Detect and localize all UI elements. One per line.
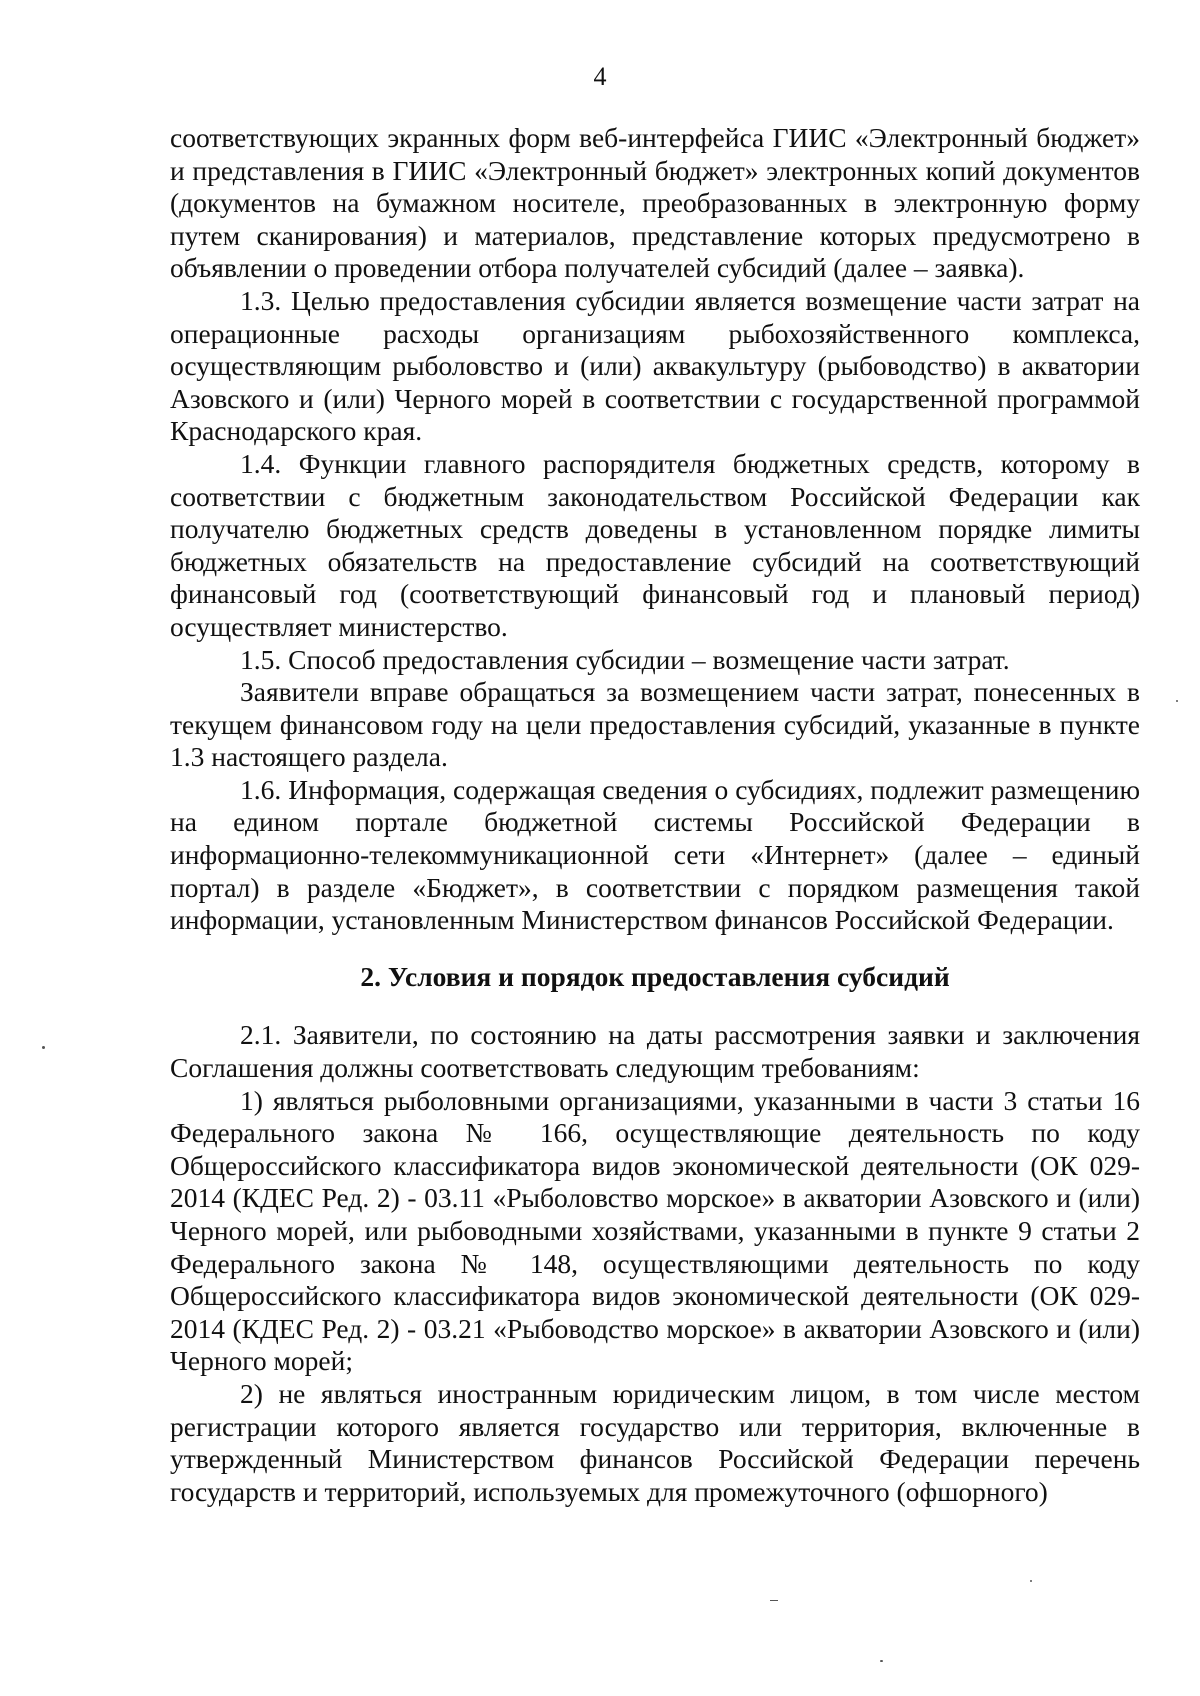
scan-speck [880, 1660, 883, 1662]
paragraph-1-6: 1.6. Информация, содержащая сведения о субсидиях, подлежит размещению на едином портале бюджетной системы Российской Федерации в информационно-телекоммуникационной сети «Интернет» (далее – единый портал) в разделе «Бюджет», в соответствии с порядком размещения такой информации, установленным Министерством финансов Российской Федерации. [170, 773, 1140, 936]
paragraph-1-3: 1.3. Целью предоставления субсидии является возмещение части затрат на операционные расходы организациям рыбохозяйственного комплекса, осуществляющим рыболовство и (или) аквакультуру (рыбоводство) в акватории Азовского и (или) Черного морей в соответствии с государственной программой Краснодарского края. [170, 284, 1140, 447]
document-body [170, 122, 1140, 1508]
scan-speck [1030, 1580, 1032, 1582]
paragraph-1-5-applicants: Заявители вправе обращаться за возмещением части затрат, понесенных в текущем финансовом году на цели предоставления субсидий, указанные в пункте 1.3 настоящего раздела. [170, 676, 1140, 773]
requirement-item-2: 2) не являться иностранным юридическим лицом, в том числе местом регистрации которого является государство или территория, включенные в утвержденный Министерством финансов Российской Федерации перечень государств и территорий, используемых для промежуточного (офшорного) [170, 1377, 1140, 1507]
paragraph-1-5: 1.5. Способ предоставления субсидии – возмещение части затрат. [240, 643, 1010, 675]
scan-speck [42, 1046, 45, 1049]
scan-speck [770, 1600, 778, 1601]
section-2-heading: 2. Условия и порядок предоставления субсидий [360, 960, 950, 992]
scan-speck [1176, 700, 1178, 702]
paragraph-1-4: 1.4. Функции главного распорядителя бюджетных средств, которому в соответствии с бюджетным законодательством Российской Федерации как получателю бюджетных средств доведены в установленном порядке лимиты бюджетных обязательств на предоставление субсидий на соответствующий финансовый год (соответствующий финансовый год и плановый период) осуществляет министерство. [170, 447, 1140, 642]
page-number: 4 [593, 62, 607, 91]
paragraph-2-1: 2.1. Заявители, по состоянию на даты рассмотрения заявки и заключения Соглашения должны соответствовать следующим требованиям: [170, 1019, 1140, 1084]
requirement-item-1: 1) являться рыболовными организациями, указанными в части 3 статьи 16 Федерального закона № 166, осуществляющие деятельность по коду Общероссийского классификатора видов экономической деятельности (ОК 029-2014 (КДЕС Ред. 2) - 03.11 «Рыболовство морское» в акватории Азовского и (или) Черного морей, или рыбоводными хозяйствами, указанными в пункте 9 статьи 2 Федерального закона № 148, осуществляющими деятельность по коду Общероссийского классификатора видов экономической деятельности (ОК 029-2014 (КДЕС Ред. 2) - 03.21 «Рыбоводство морское» в акватории Азовского и (или) Черного морей; [170, 1084, 1140, 1377]
paragraph-continuation: соответствующих экранных форм веб-интерфейса ГИИС «Электронный бюджет» и представления в ГИИС «Электронный бюджет» электронных копий документов (документов на бумажном носителе, преобразованных в электронную форму путем сканирования) и материалов, представление которых предусмотрено в объявлении о проведении отбора получателей субсидий (далее – заявка). [170, 122, 1140, 284]
